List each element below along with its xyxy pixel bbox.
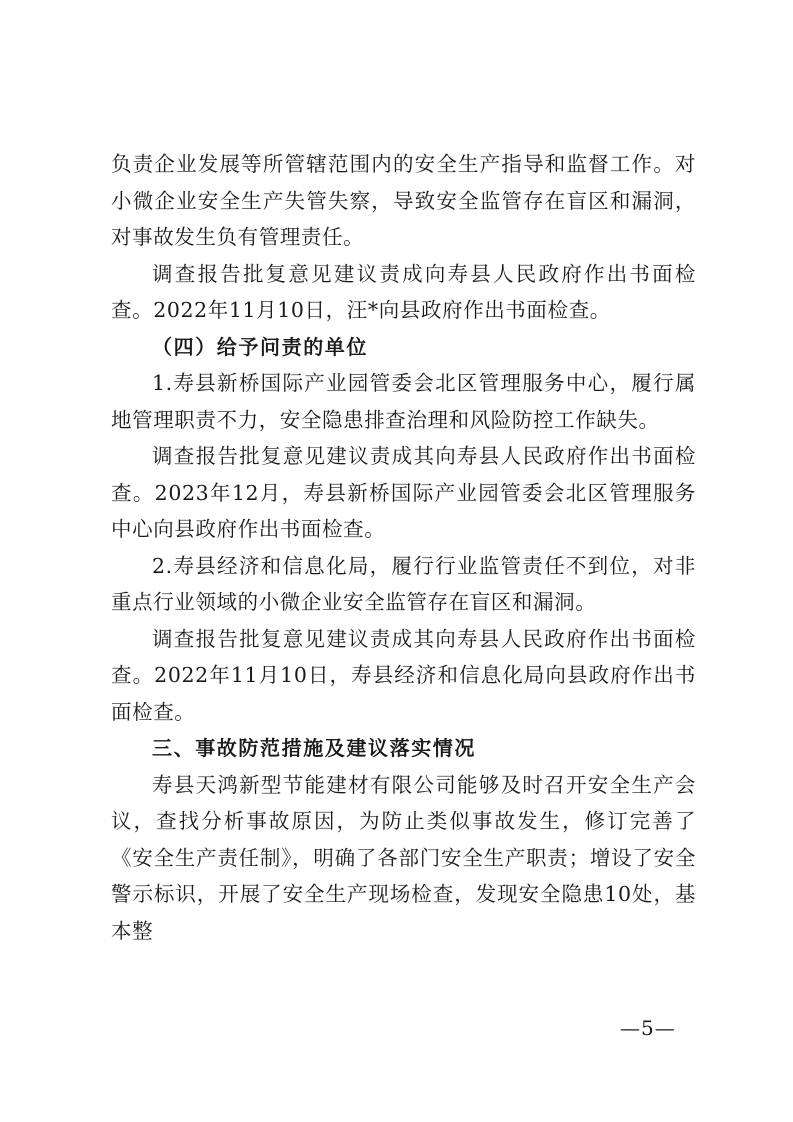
paragraph-investigation-reply-1: 调查报告批复意见建议责成向寿县人民政府作出书面检查。2022年11月10日，汪*向县政府作出书面检查。 xyxy=(111,261,696,322)
paragraph-company-measures: 寿县天鸿新型节能建材有限公司能够及时召开安全生产会议，查找分析事故原因，为防止类似事故发生，修订完善了《安全生产责任制》，明确了各部门安全生产职责；增设了安全警示标识，开展了安全生产现场检查，发现安全隐患10处，基本整 xyxy=(111,772,696,943)
section-heading-prevention-measures: 三、事故防范措施及建议落实情况 xyxy=(152,736,476,760)
paragraph-continued-responsibility: 负责企业发展等所管辖范围内的安全生产指导和监督工作。对小微企业安全生产失管失察，导致安全监管存在盲区和漏洞，对事故发生负有管理责任。 xyxy=(111,152,696,249)
page-number: —5— xyxy=(620,1016,676,1040)
paragraph-unit-2: 2.寿县经济和信息化局，履行行业监管责任不到位，对非重点行业领域的小微企业安全监管存在盲区和漏洞。 xyxy=(111,553,696,614)
paragraph-investigation-reply-2: 调查报告批复意见建议责成其向寿县人民政府作出书面检查。2023年12月，寿县新桥国际产业园管委会北区管理服务中心向县政府作出书面检查。 xyxy=(111,444,696,541)
paragraph-investigation-reply-3: 调查报告批复意见建议责成其向寿县人民政府作出书面检查。2022年11月10日，寿县经济和信息化局向县政府作出书面检查。 xyxy=(111,626,696,724)
section-heading-accountable-units: （四）给予问责的单位 xyxy=(152,334,368,359)
document-body xyxy=(111,146,696,949)
paragraph-unit-1: 1.寿县新桥国际产业园管委会北区管理服务中心，履行属地管理职责不力，安全隐患排查治理和风险防控工作缺失。 xyxy=(111,371,696,432)
